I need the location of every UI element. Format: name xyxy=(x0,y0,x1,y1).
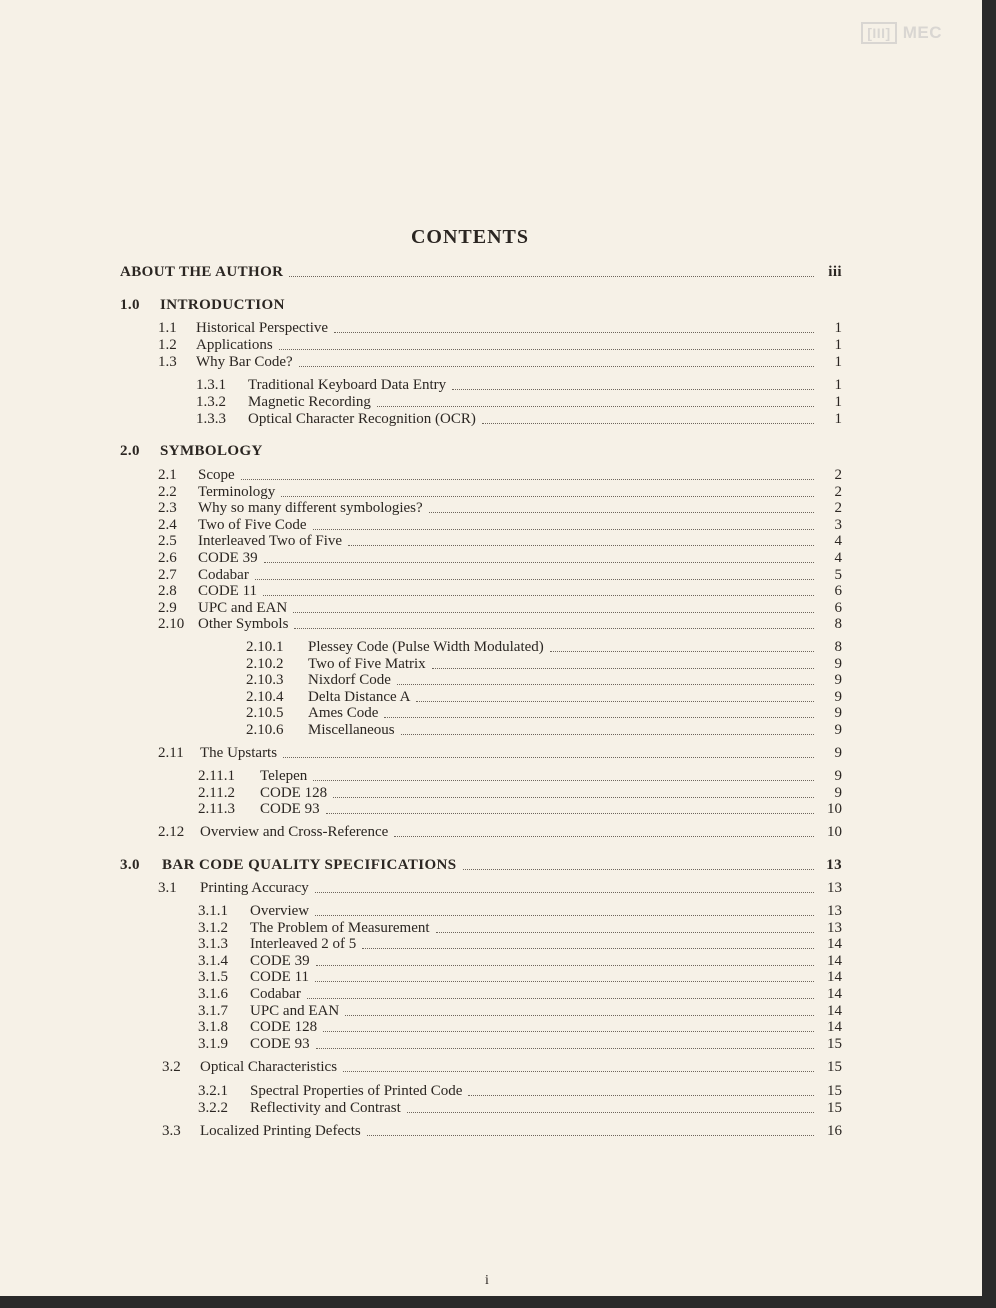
dot-leader xyxy=(397,684,814,685)
logo-box: [III] xyxy=(861,22,897,44)
toc-entry-page: 4 xyxy=(834,550,842,566)
toc-entry-page: 9 xyxy=(834,745,842,761)
toc-entry-page: 2 xyxy=(834,500,842,517)
toc-entry-page: 13 xyxy=(827,903,842,919)
toc-entry xyxy=(196,411,842,428)
dot-leader xyxy=(241,479,814,480)
toc-entry xyxy=(246,672,842,689)
toc-entry-number: 2.12 xyxy=(158,824,185,840)
toc-entry-title: UPC and EAN xyxy=(198,599,288,616)
toc-entry-number: 1.0 xyxy=(120,297,140,313)
toc-entry-page: 2 xyxy=(834,467,842,483)
toc-entry xyxy=(198,1100,842,1117)
toc-entry-number: 2.11 xyxy=(158,745,184,761)
toc-entry-number: 3.2.1 xyxy=(198,1083,228,1099)
dot-leader xyxy=(299,366,814,367)
dot-leader xyxy=(326,813,814,814)
toc-entry xyxy=(158,824,842,841)
logo-text: MEC xyxy=(902,23,942,42)
toc-entry-title: Interleaved Two of Five xyxy=(198,533,343,550)
toc-entry-page: 14 xyxy=(827,952,842,969)
toc-entry xyxy=(246,705,842,722)
dot-leader xyxy=(323,1031,814,1032)
toc-entry-title: Traditional Keyboard Data Entry xyxy=(248,377,447,393)
dot-leader xyxy=(343,1071,814,1072)
toc-entry-title: CODE 39 xyxy=(198,550,258,566)
toc-entry xyxy=(158,583,842,600)
toc-entry-title: Miscellaneous xyxy=(308,722,395,738)
toc-entry-title: Reflectivity and Contrast xyxy=(250,1099,401,1116)
toc-entry xyxy=(158,354,842,371)
toc-entry-number: 2.1 xyxy=(158,467,177,483)
toc-entry-page: 1 xyxy=(834,320,842,336)
toc-entry-number: 1.1 xyxy=(158,320,177,336)
toc-entry xyxy=(158,616,842,633)
toc-section-heading xyxy=(120,443,842,460)
dot-leader xyxy=(316,1048,814,1049)
dot-leader xyxy=(429,512,814,513)
toc-entry-page: 2 xyxy=(834,483,842,500)
toc-entry-page: 15 xyxy=(827,1099,842,1116)
dot-leader xyxy=(279,349,814,350)
toc-entry-number: 2.10.5 xyxy=(246,705,284,722)
toc-entry-page: 10 xyxy=(827,801,842,818)
dot-leader xyxy=(468,1095,814,1096)
toc-entry xyxy=(198,903,842,920)
dot-leader xyxy=(432,668,814,669)
toc-entry-page: iii xyxy=(828,264,842,280)
publisher-logo xyxy=(861,22,942,44)
toc-entry-number: 3.1 xyxy=(158,880,177,896)
toc-entry-title: CODE 93 xyxy=(260,801,320,818)
toc-entry-title: CODE 11 xyxy=(250,969,310,986)
toc-entry-page: 1 xyxy=(834,337,842,353)
toc-entry-page: 13 xyxy=(826,857,842,873)
toc-entry-title: Optical Characteristics xyxy=(200,1059,338,1075)
toc-entry-page: 1 xyxy=(834,411,842,427)
toc-entry xyxy=(158,500,842,517)
toc-entry-number: 2.10.4 xyxy=(246,688,284,705)
toc-entry-number: 2.11.1 xyxy=(198,768,235,784)
dot-leader xyxy=(345,1015,814,1016)
toc-entry-title: Other Symbols xyxy=(198,616,289,633)
toc-entry-title: Telepen xyxy=(260,768,308,784)
toc-entry xyxy=(198,801,842,818)
toc-entry-title: Why Bar Code? xyxy=(196,354,293,370)
toc-entry xyxy=(196,394,842,411)
toc-entry-page: 14 xyxy=(827,1002,842,1019)
toc-entry xyxy=(158,467,842,484)
toc-entry-page: 1 xyxy=(834,354,842,370)
dot-leader xyxy=(293,612,814,613)
toc-entry-title: The Problem of Measurement xyxy=(250,919,430,936)
toc-entry xyxy=(158,600,842,617)
toc-entry-title: ABOUT THE AUTHOR xyxy=(120,264,284,280)
toc-entry-title: CODE 93 xyxy=(250,1035,310,1052)
toc-entry-page: 9 xyxy=(834,768,842,784)
dot-leader xyxy=(416,701,814,702)
toc-entry-title: UPC and EAN xyxy=(250,1002,340,1019)
dot-leader xyxy=(313,529,814,530)
toc-section-heading xyxy=(120,297,842,314)
toc-entry-page: 15 xyxy=(827,1083,842,1099)
toc-entry-number: 3.1.2 xyxy=(198,919,228,936)
toc-entry xyxy=(246,639,842,656)
toc-entry-title: Magnetic Recording xyxy=(248,394,371,410)
toc-entry xyxy=(158,533,842,550)
toc-entry-title: Localized Printing Defects xyxy=(200,1123,361,1139)
toc-entry xyxy=(198,936,842,953)
dot-leader xyxy=(289,276,814,277)
toc-entry-title: Nixdorf Code xyxy=(308,672,391,689)
toc-entry-number: 3.2 xyxy=(162,1059,181,1075)
toc-entry-number: 2.10.1 xyxy=(246,639,284,655)
toc-entry-page: 5 xyxy=(834,566,842,583)
toc-entry-number: 2.11.2 xyxy=(198,784,235,801)
toc-entry-page: 3 xyxy=(834,516,842,533)
dot-leader xyxy=(401,734,814,735)
dot-leader xyxy=(452,389,814,390)
toc-entry-number: 3.1.7 xyxy=(198,1002,228,1019)
dot-leader xyxy=(384,717,814,718)
toc-entry-page: 13 xyxy=(827,880,842,896)
toc-entry-page: 9 xyxy=(834,672,842,689)
toc-entry-page: 4 xyxy=(834,533,842,550)
toc-entry-title: Terminology xyxy=(198,483,276,500)
toc-entry-page: 6 xyxy=(834,583,842,600)
toc-entry-title: Two of Five Code xyxy=(198,516,307,533)
toc-entry-page: 16 xyxy=(827,1123,842,1139)
dot-leader xyxy=(367,1135,814,1136)
toc-entry-page: 6 xyxy=(834,599,842,616)
toc-entry xyxy=(198,1019,842,1036)
toc-entry-title: Scope xyxy=(198,467,235,483)
toc-entry-number: 2.10.6 xyxy=(246,722,284,738)
toc-entry-number: 3.2.2 xyxy=(198,1099,228,1116)
toc-entry xyxy=(198,953,842,970)
toc-entry-title: Spectral Properties of Printed Code xyxy=(250,1083,463,1099)
toc-entry-title: Why so many different symbologies? xyxy=(198,500,423,517)
toc-entry xyxy=(246,689,842,706)
toc-entry-title: Interleaved 2 of 5 xyxy=(250,936,357,953)
toc-entry-title: Optical Character Recognition (OCR) xyxy=(248,411,476,427)
toc-entry-number: 2.4 xyxy=(158,516,177,533)
toc-entry-number: 3.1.4 xyxy=(198,952,228,969)
toc-entry-number: 3.0 xyxy=(120,857,140,873)
toc-entry xyxy=(196,377,842,394)
toc-entry-number: 2.3 xyxy=(158,500,177,517)
toc-entry-title: CODE 39 xyxy=(250,952,310,969)
toc-entry xyxy=(198,969,842,986)
toc-entry xyxy=(162,1123,842,1140)
dot-leader xyxy=(436,932,814,933)
toc-entry-number: 3.1.3 xyxy=(198,936,228,953)
toc-entry xyxy=(158,337,842,354)
toc-entry xyxy=(198,1083,842,1100)
dot-leader xyxy=(315,981,814,982)
toc-entry-number: 2.9 xyxy=(158,599,177,616)
toc-entry-page: 10 xyxy=(827,824,842,840)
toc-entry-title: INTRODUCTION xyxy=(160,297,285,313)
toc-entry-number: 2.11.3 xyxy=(198,801,235,818)
toc-entry-number: 2.5 xyxy=(158,533,177,550)
toc-entry-page: 14 xyxy=(827,936,842,953)
toc-entry xyxy=(158,550,842,567)
toc-entry-number: 3.1.8 xyxy=(198,1019,228,1036)
dot-leader xyxy=(281,496,814,497)
toc-section-heading xyxy=(120,857,842,874)
toc-entry-title: Codabar xyxy=(198,566,249,583)
toc-entry-title: CODE 128 xyxy=(250,1019,318,1036)
toc-entry xyxy=(158,567,842,584)
toc-entry-number: 1.2 xyxy=(158,337,177,353)
toc-entry-title: Printing Accuracy xyxy=(200,880,309,896)
toc-entry-number: 3.3 xyxy=(162,1123,181,1139)
toc-entry xyxy=(198,986,842,1003)
toc-entry-number: 2.10.2 xyxy=(246,655,284,672)
toc-entry-page: 15 xyxy=(827,1059,842,1075)
toc-entry xyxy=(158,517,842,534)
toc-entry-page: 9 xyxy=(834,655,842,672)
toc-entry-number: 2.10 xyxy=(158,616,185,633)
page-number: i xyxy=(485,1273,489,1288)
toc-entry xyxy=(246,656,842,673)
dot-leader xyxy=(264,562,814,563)
dot-leader xyxy=(394,836,814,837)
toc-entry-page: 14 xyxy=(827,969,842,986)
page-title: CONTENTS xyxy=(410,226,530,248)
dot-leader xyxy=(334,332,814,333)
toc-entry-number: 3.1.5 xyxy=(198,969,228,986)
toc-entry-number: 2.7 xyxy=(158,566,177,583)
toc-entry xyxy=(158,484,842,501)
dot-leader xyxy=(316,965,814,966)
toc-entry xyxy=(158,880,842,897)
toc-entry-title: Overview xyxy=(250,903,310,919)
toc-entry-number: 2.10.3 xyxy=(246,672,284,689)
toc-entry-page: 9 xyxy=(834,722,842,738)
toc-entry-number: 2.0 xyxy=(120,443,140,459)
toc-entry-title: Codabar xyxy=(250,986,301,1002)
dot-leader xyxy=(407,1112,814,1113)
toc-entry-number: 1.3 xyxy=(158,354,177,370)
toc-entry xyxy=(198,920,842,937)
toc-entry-title: CODE 11 xyxy=(198,583,258,600)
toc-entry-number: 3.1.9 xyxy=(198,1035,228,1052)
toc-entry-number: 2.6 xyxy=(158,550,177,566)
toc-section-about xyxy=(120,264,842,281)
toc-entry-page: 8 xyxy=(834,639,842,655)
toc-entry-title: SYMBOLOGY xyxy=(160,443,263,459)
toc-entry-title: Historical Perspective xyxy=(196,320,329,336)
toc-entry-title: Ames Code xyxy=(308,705,379,722)
dot-leader xyxy=(362,948,814,949)
toc-entry-page: 9 xyxy=(834,784,842,801)
dot-leader xyxy=(283,757,814,758)
toc-entry-title: BAR CODE QUALITY SPECIFICATIONS xyxy=(162,857,457,873)
dot-leader xyxy=(550,651,814,652)
toc-entry xyxy=(198,1003,842,1020)
toc-entry-number: 1.3.3 xyxy=(196,411,226,427)
toc-entry-title: Delta Distance A xyxy=(308,688,411,705)
toc-entry-number: 2.2 xyxy=(158,483,177,500)
toc-entry-number: 3.1.1 xyxy=(198,903,228,919)
toc-entry-page: 14 xyxy=(827,1019,842,1036)
toc-entry xyxy=(198,768,842,785)
dot-leader xyxy=(307,998,814,999)
toc-entry-title: Two of Five Matrix xyxy=(308,655,426,672)
dot-leader xyxy=(294,628,814,629)
dot-leader xyxy=(348,545,814,546)
dot-leader xyxy=(377,406,814,407)
toc-entry xyxy=(198,785,842,802)
toc-entry-number: 2.8 xyxy=(158,583,177,600)
toc-entry xyxy=(246,722,842,739)
toc-entry-title: CODE 128 xyxy=(260,784,328,801)
toc-entry-title: Applications xyxy=(196,337,273,353)
toc-entry-page: 1 xyxy=(834,394,842,410)
toc-entry-page: 13 xyxy=(827,919,842,936)
toc-entry-number: 1.3.1 xyxy=(196,377,226,393)
toc-entry-page: 8 xyxy=(834,616,842,633)
toc-entry-page: 9 xyxy=(834,688,842,705)
toc-entry-page: 15 xyxy=(827,1035,842,1052)
dot-leader xyxy=(255,579,814,580)
toc-entry xyxy=(158,320,842,337)
dot-leader xyxy=(333,797,814,798)
toc-entry-page: 1 xyxy=(834,377,842,393)
toc-entry-number: 3.1.6 xyxy=(198,986,228,1002)
toc-entry xyxy=(198,1036,842,1053)
toc-entry-page: 14 xyxy=(827,986,842,1002)
dot-leader xyxy=(263,595,814,596)
toc-entry-title: The Upstarts xyxy=(200,745,278,761)
dot-leader xyxy=(315,892,814,893)
dot-leader xyxy=(463,869,814,870)
toc-entry-page: 9 xyxy=(834,705,842,722)
dot-leader xyxy=(482,423,814,424)
toc-entry-title: Overview and Cross-Reference xyxy=(200,824,389,840)
toc-entry-number: 1.3.2 xyxy=(196,394,226,410)
toc-entry xyxy=(158,745,842,762)
toc-entry-title: Plessey Code (Pulse Width Modulated) xyxy=(308,639,544,655)
dot-leader xyxy=(315,915,814,916)
toc-entry xyxy=(162,1059,842,1076)
dot-leader xyxy=(313,780,814,781)
